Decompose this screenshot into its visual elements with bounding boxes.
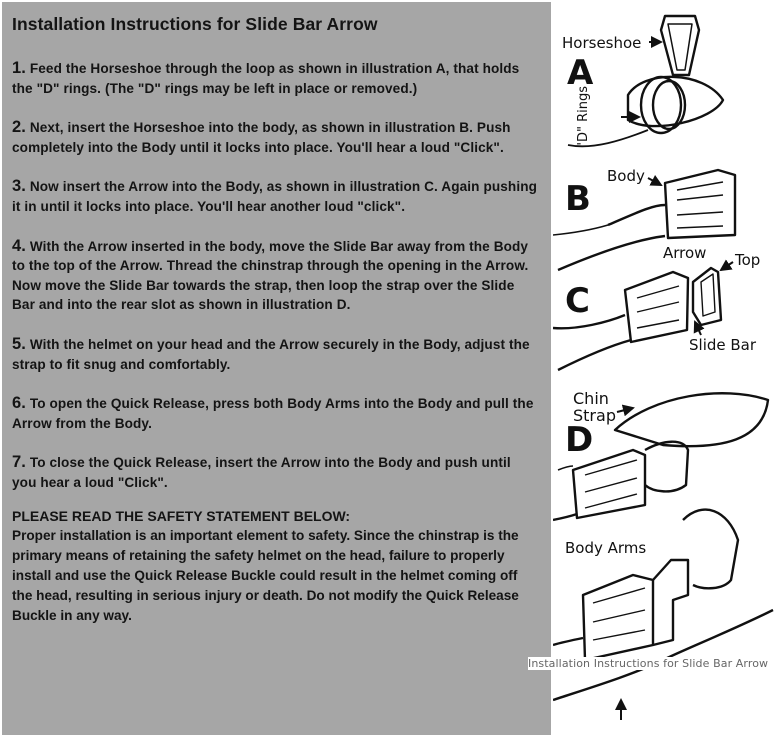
- letter-a: A: [567, 53, 594, 93]
- arrow-icon: [648, 178, 661, 185]
- step-text: Next, insert the Horseshoe into the body, as shown in illustration B. Push completely into the Body until it locks into place. You'll hear a loud "Click".: [12, 120, 511, 155]
- step-number: 5.: [12, 334, 26, 353]
- label-body: Body: [607, 167, 645, 185]
- step-7: [12, 453, 537, 492]
- label-arrow: Arrow: [663, 244, 707, 262]
- label-strap: Strap: [573, 406, 616, 425]
- step-4: [12, 237, 537, 315]
- step-number: 2.: [12, 118, 26, 137]
- safety-text: Proper installation is an important element to safety. Since the chinstrap is the primary means of retaining the safety helmet on the head, failure to properly install and use the Quick Release Buckle could result in the helmet coming off the head, resulting in serious injury or death. Do not modify the Quick Release Buckle in any way.: [12, 527, 519, 623]
- image-caption: Installation Instructions for Slide Bar Arrow: [528, 657, 769, 670]
- letter-b: B: [565, 179, 591, 219]
- step-number: 3.: [12, 177, 26, 196]
- instructions-panel: [2, 2, 551, 735]
- step-2: [12, 118, 537, 157]
- label-body-arms: Body Arms: [565, 539, 647, 557]
- step-text: Feed the Horseshoe through the loop as shown in illustration A, that holds the "D" rings. (The "D" rings may be left in place or removed.): [12, 61, 520, 96]
- buckle-illustration: [553, 0, 777, 742]
- step-text: To close the Quick Release, insert the Arrow into the Body and push until you hear a loud "Click".: [12, 455, 511, 490]
- step-text: With the Arrow inserted in the body, move the Slide Bar away from the Body to the top of the Arrow. Thread the chinstrap through the opening in the Arrow. Now move the Slide Bar towards the strap, then loop the strap over the Slide Bar and into the rear slot as shown in illustration D.: [12, 238, 529, 313]
- step-number: 7.: [12, 453, 26, 472]
- letter-c: C: [565, 281, 590, 321]
- step-number: 6.: [12, 394, 26, 413]
- step-1: [12, 59, 537, 98]
- label-chin: Chin: [573, 389, 609, 408]
- step-number: 1.: [12, 59, 26, 77]
- step-number: 4.: [12, 236, 26, 255]
- step-5: [12, 335, 537, 374]
- label-d-rings: "D" Rings: [576, 85, 591, 148]
- step-text: To open the Quick Release, press both Body Arms into the Body and pull the Arrow from the Body.: [12, 396, 534, 431]
- step-3: [12, 177, 537, 216]
- safety-title: PLEASE READ THE SAFETY STATEMENT BELOW:: [12, 507, 351, 524]
- step-6: [12, 394, 537, 433]
- label-slide-bar: Slide Bar: [689, 336, 757, 354]
- arrow-icon: [617, 408, 633, 412]
- step-text: With the helmet on your head and the Arrow securely in the Body, adjust the strap to fit snug and comfortably.: [12, 336, 530, 372]
- step-text: Now insert the Arrow into the Body, as shown in illustration C. Again pushing it in until it locks into place. You'll hear another loud "click".: [12, 179, 538, 214]
- letter-d: D: [565, 420, 594, 460]
- arrow-icon: [721, 262, 733, 270]
- label-top: Top: [735, 251, 761, 269]
- page-title: Installation Instructions for Slide Bar Arrow: [12, 14, 378, 34]
- label-horseshoe: Horseshoe: [562, 34, 642, 52]
